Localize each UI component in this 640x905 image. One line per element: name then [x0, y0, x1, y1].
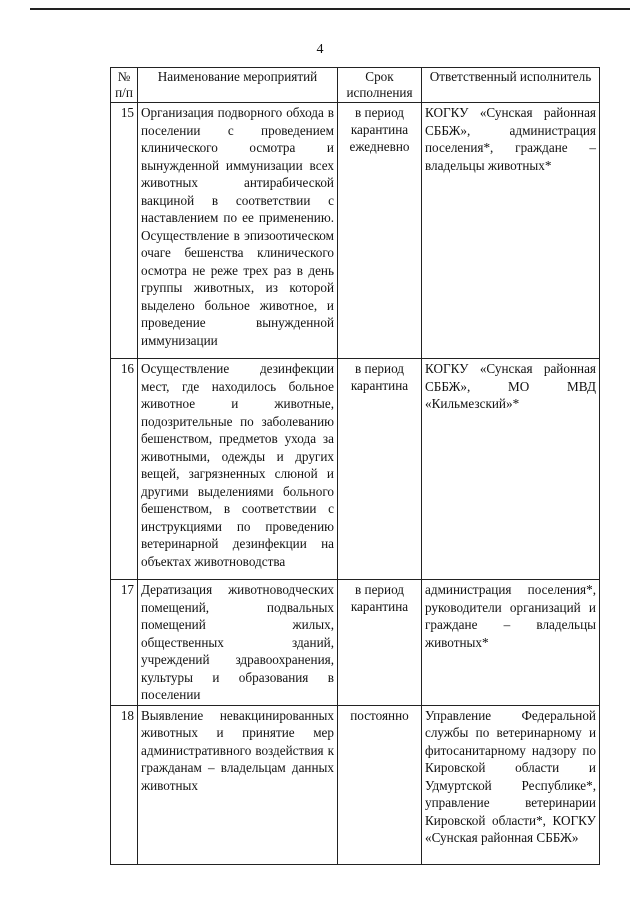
- header-responsible: Ответственный исполнитель: [422, 68, 600, 103]
- row-number: 16: [111, 359, 138, 580]
- header-num: № п/п: [111, 68, 138, 103]
- measure-term: постоянно: [338, 705, 422, 864]
- measure-term: в период карантина: [338, 359, 422, 580]
- table-row: [111, 580, 600, 706]
- measure-responsible: администрация поселения*, руководители организаций и граждане – владельцы животных*: [422, 580, 600, 706]
- measure-term: в период карантина: [338, 580, 422, 706]
- table-header-row: [111, 68, 600, 103]
- measure-name: Осуществление дезинфекции мест, где находилось больное животное и животные, подозрительные по заболеванию бешенством, предметов ухода за животными, одежды и других вещей, загрязненных слюной и другими выделениями больного бешенством, в соответствии с инструкциями по проведению ветеринарной дезинфекции на объектах животноводства: [138, 359, 338, 580]
- measure-responsible: КОГКУ «Сунская районная СББЖ», администрация поселения*, граждане – владельцы животных*: [422, 103, 600, 359]
- header-name: Наименование мероприятий: [138, 68, 338, 103]
- row-number: 18: [111, 705, 138, 864]
- page-number: 4: [316, 42, 324, 57]
- measure-responsible: КОГКУ «Сунская районная СББЖ», МО МВД «Кильмезский»*: [422, 359, 600, 580]
- table-row: [111, 359, 600, 580]
- row-number: 17: [111, 580, 138, 706]
- measure-responsible: Управление Федеральной службы по ветеринарному и фитосанитарному надзору по Кировской области и Удмуртской Республике*, управление ветеринарии Кировской области*, КОГКУ «Сунская районная СББЖ»: [422, 705, 600, 864]
- scan-border-line: [30, 8, 630, 10]
- header-term: Срок исполнения: [338, 68, 422, 103]
- measure-name: Организация подворного обхода в поселении с проведением клинического осмотра и вынужденной иммунизации всех животных антирабической вакциной в соответствии с наставлением по ее применению. Осуществление в эпизоотическом очаге бешенства клинического осмотра не реже трех раз в день группы животных, из которой выделено больное животное, и проведение вынужденной иммунизации: [138, 103, 338, 359]
- table-row: [111, 103, 600, 359]
- measure-term: в период карантина ежедневно: [338, 103, 422, 359]
- table-row: [111, 705, 600, 864]
- measure-name: Выявление невакцинированных животных и принятие мер административного воздействия к гражданам – владельцам данных животных: [138, 705, 338, 864]
- row-number: 15: [111, 103, 138, 359]
- measures-table: [110, 67, 600, 865]
- measure-name: Дератизация животноводческих помещений, подвальных помещений жилых, общественных зданий, учреждений здравоохранения, культуры и образования в поселении: [138, 580, 338, 706]
